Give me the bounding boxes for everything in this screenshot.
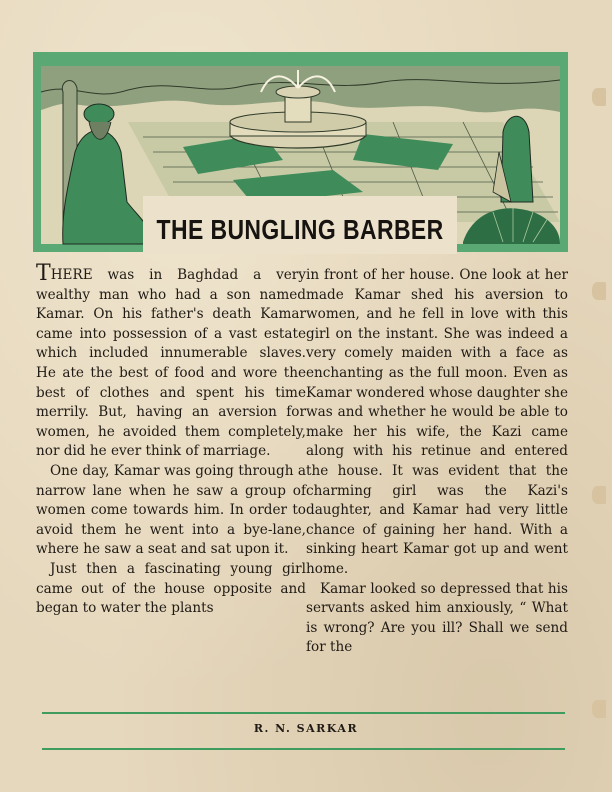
paragraph-text: HERE was in Baghdad a very wealthy man who had a son named Kamar. On his father's death Kamar came into possession of a vast estate which included innumerable slaves. He ate the best of food and wore the best of clothes and spent his time merrily. But, having an aversion for women, he avoided them completely, nor did he ever think of marriage.: [36, 267, 306, 460]
paragraph: in front of her house. One look at her made Kamar shed his aversion to women, and he fell in love with this girl on the instant. She was indeed a very comely maiden with a face as enchanting as the full moon. Even as Kamar wondered whose daughter she was and whether he would be able to make her his wife, the Kazi came along with his retinue and entered the house. It was evident that the charming girl was the Kazi's daughter, and Kamar had very little chance of gaining her hand. With a sinking heart Kamar got up and went home.: [306, 267, 568, 577]
title-plate: [143, 196, 457, 254]
paragraph: [36, 261, 306, 462]
author-credit: R. N. SARKAR: [253, 722, 359, 735]
paragraph: Kamar looked so depressed that his servants asked him anxiously, “ What is wrong? Are you ill? Shall we send for the: [306, 580, 568, 656]
page-edge-mark: [592, 486, 606, 504]
page-edge-mark: [592, 282, 606, 300]
page-edge-mark: [592, 88, 606, 106]
paragraph: One day, Kamar was going through a narrow lane when he saw a group of women come towards him. In order to avoid them he went into a bye-lane, where he saw a seat and sat upon it.: [36, 462, 306, 558]
drop-cap: T: [36, 261, 51, 286]
footer-rule-bottom: [42, 748, 565, 750]
story-title: THE BUNGLING BARBER: [156, 214, 444, 245]
left-column: [36, 261, 306, 619]
footer-rule-top: [42, 712, 565, 714]
paragraph: Just then a fascinating young girl came out of the house opposite and began to water the plants: [36, 560, 306, 617]
right-column: [306, 266, 568, 658]
page-edge-mark: [592, 700, 606, 718]
